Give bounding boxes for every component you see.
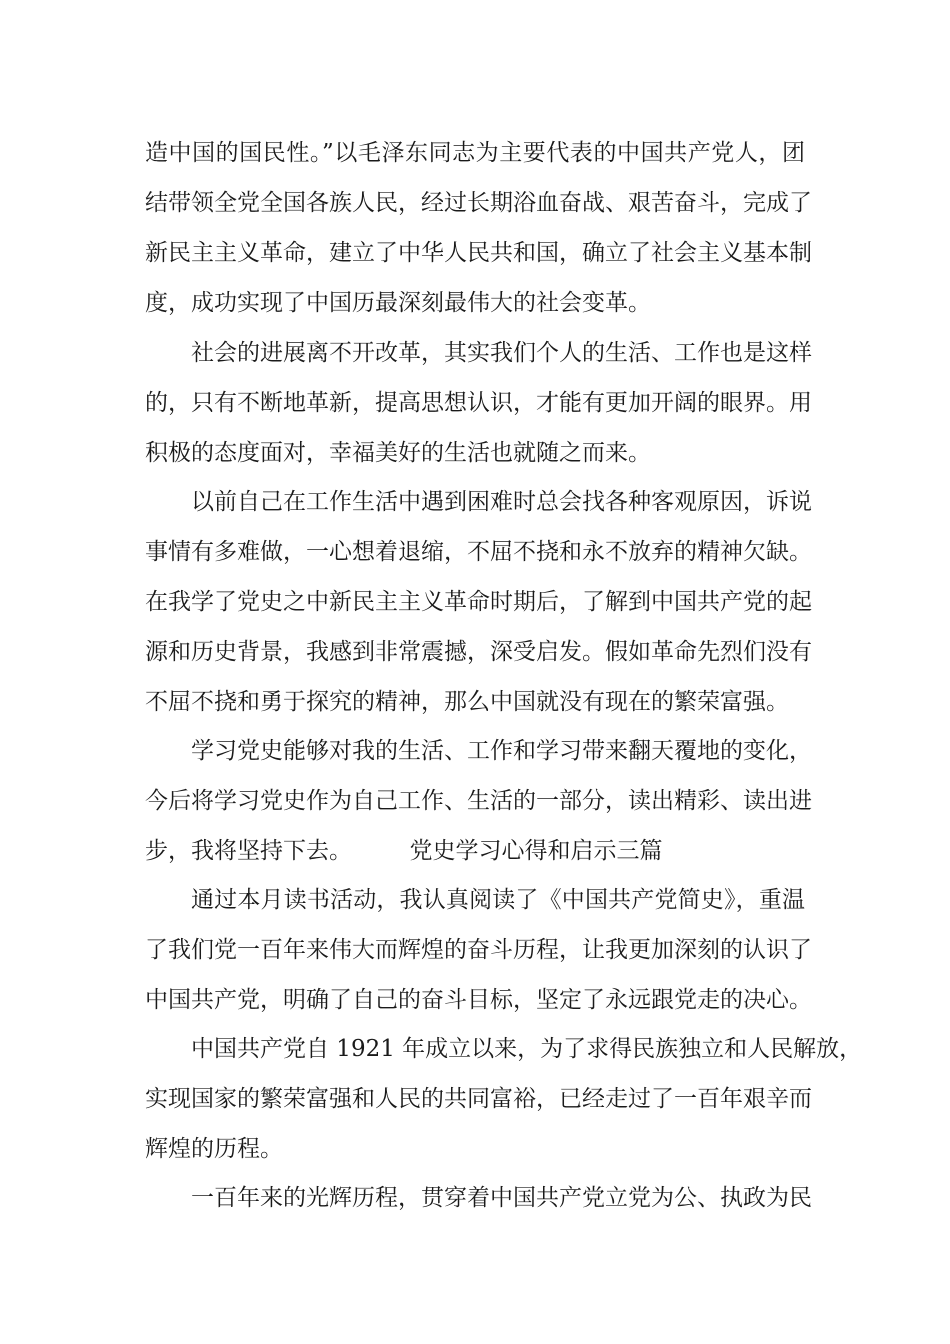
text-line: 步，我将坚持下去。 党史学习心得和启示三篇 <box>145 838 663 864</box>
paragraph-first-line: 学习党史能够对我的生活、工作和学习带来翻天覆地的变化， <box>191 738 812 764</box>
text-line: 在我学了党史之中新民主主义革命时期后，了解到中国共产党的起 <box>145 589 812 615</box>
paragraph-first-line: 以前自己在工作生活中遇到困难时总会找各种客观原因，诉说 <box>191 489 812 515</box>
text-line: 造中国的国民性。”以毛泽东同志为主要代表的中国共产党人，团 <box>145 140 805 166</box>
text-line: 了我们党一百年来伟大而辉煌的奋斗历程，让我更加深刻的认识了 <box>145 937 812 963</box>
text-line: 事情有多难做，一心想着退缩，不屈不挠和永不放弃的精神欠缺。 <box>145 539 812 565</box>
text-line: 的，只有不断地革新，提高思想认识，才能有更加开阔的眼界。用 <box>145 390 812 416</box>
text-line: 中国共产党，明确了自己的奋斗目标，坚定了永远跟党走的决心。 <box>145 987 812 1013</box>
paragraph-first-line: 通过本月读书活动，我认真阅读了《中国共产党简史》，重温 <box>191 887 805 913</box>
text-line: 积极的态度面对，幸福美好的生活也就随之而来。 <box>145 440 651 466</box>
text-line: 度，成功实现了中国历最深刻最伟大的社会变革。 <box>145 290 651 316</box>
paragraph-first-line: 一百年来的光辉历程，贯穿着中国共产党立党为公、执政为民 <box>191 1185 812 1211</box>
text-line: 新民主主义革命，建立了中华人民共和国，确立了社会主义基本制 <box>145 240 812 266</box>
paragraph-first-line: 社会的进展离不开改革，其实我们个人的生活、工作也是这样 <box>191 340 812 366</box>
text-line: 实现国家的繁荣富强和人民的共同富裕，已经走过了一百年艰辛而 <box>145 1086 812 1112</box>
text-line: 源和历史背景，我感到非常震撼，深受启发。假如革命先烈们没有 <box>145 639 812 665</box>
text-line: 今后将学习党史作为自己工作、生活的一部分，读出精彩、读出进 <box>145 788 812 814</box>
paragraph-first-line: 中国共产党自 1921 年成立以来，为了求得民族独立和人民解放， <box>191 1036 863 1062</box>
text-line: 结带领全党全国各族人民，经过长期浴血奋战、艰苦奋斗，完成了 <box>145 190 812 216</box>
text-line: 辉煌的历程。 <box>145 1136 283 1162</box>
text-line: 不屈不挠和勇于探究的精神，那么中国就没有现在的繁荣富强。 <box>145 689 789 715</box>
